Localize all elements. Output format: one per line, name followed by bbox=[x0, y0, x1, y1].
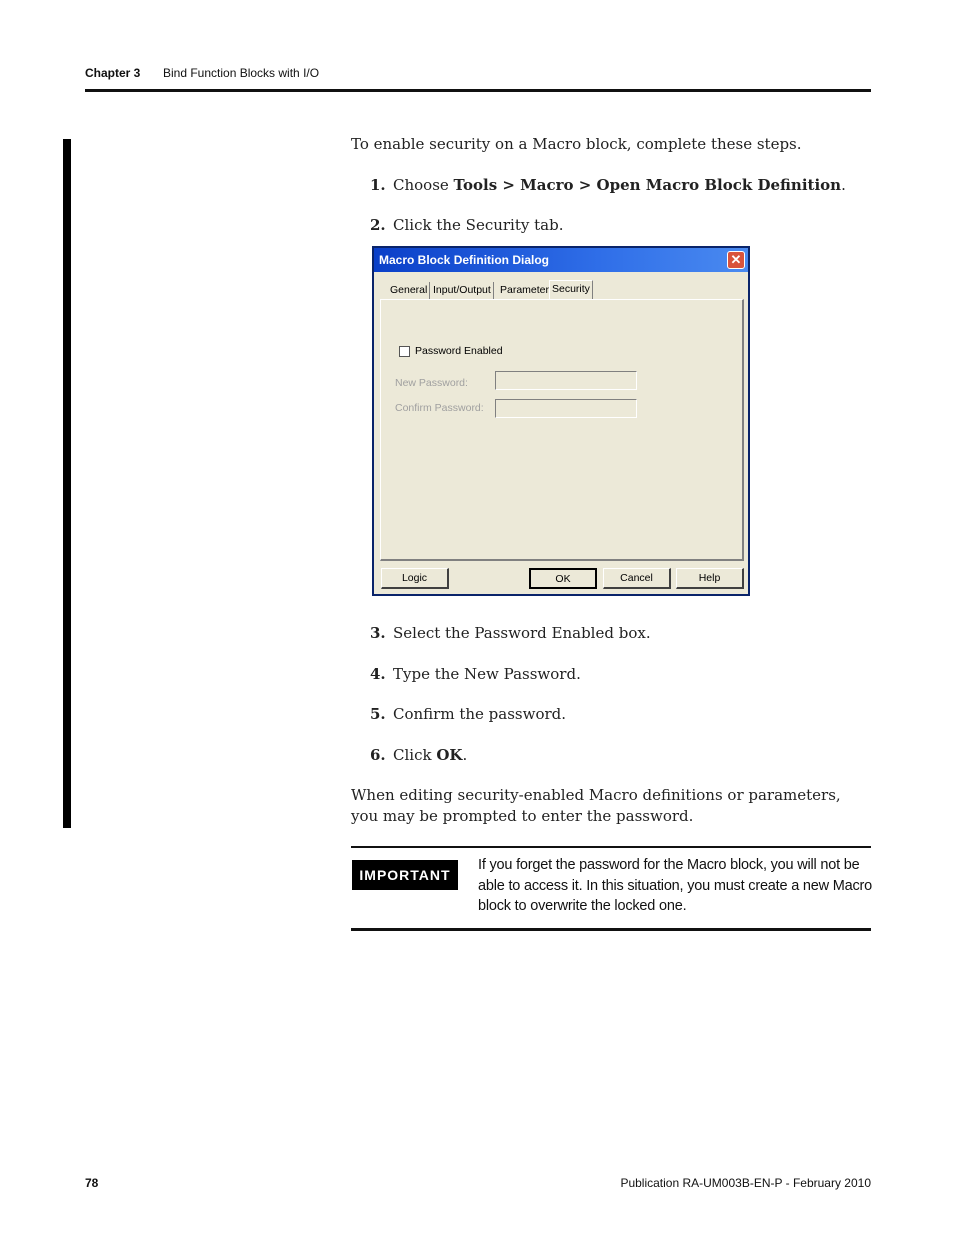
step-text: Type the New Password. bbox=[393, 665, 581, 683]
confirm-password-field[interactable] bbox=[495, 399, 637, 418]
menu-path: Tools > Macro > Open Macro Block Definition bbox=[453, 176, 842, 194]
step-text: Select the Password Enabled box. bbox=[393, 624, 651, 642]
step-number: 6. bbox=[370, 746, 386, 764]
step-number: 5. bbox=[370, 705, 386, 723]
important-badge: IMPORTANT bbox=[352, 860, 458, 890]
chapter-label: Chapter 3 bbox=[85, 66, 141, 80]
step-2 bbox=[370, 215, 563, 236]
dialog-title: Macro Block Definition Dialog bbox=[379, 253, 550, 267]
security-panel bbox=[380, 299, 744, 561]
intro-paragraph: To enable security on a Macro block, complete these steps. bbox=[351, 135, 802, 153]
tab-general[interactable]: General bbox=[388, 282, 430, 299]
closing-paragraph: When editing security-enabled Macro definitions or parameters, you may be prompted to enter the password. bbox=[351, 786, 841, 825]
logic-button[interactable]: Logic bbox=[381, 568, 449, 589]
help-button[interactable]: Help bbox=[676, 568, 744, 589]
step-text-end: . bbox=[462, 746, 468, 764]
confirm-password-label: Confirm Password: bbox=[395, 402, 484, 414]
step-text: Choose bbox=[393, 176, 454, 194]
chapter-title: Bind Function Blocks with I/O bbox=[163, 66, 320, 80]
step-5 bbox=[370, 704, 566, 725]
header-rule bbox=[85, 89, 871, 92]
tab-security[interactable]: Security bbox=[549, 280, 593, 300]
ok-emphasis: OK bbox=[436, 746, 463, 764]
step-6 bbox=[370, 745, 467, 766]
step-number: 2. bbox=[370, 216, 386, 234]
step-1 bbox=[370, 175, 846, 196]
step-number: 4. bbox=[370, 665, 386, 683]
page-number: 78 bbox=[85, 1176, 99, 1190]
cancel-button[interactable]: Cancel bbox=[603, 568, 671, 589]
tab-input-output[interactable]: Input/Output bbox=[431, 282, 494, 299]
password-enabled-checkbox[interactable] bbox=[399, 346, 410, 357]
new-password-field[interactable] bbox=[495, 371, 637, 390]
step-text: Click bbox=[393, 746, 437, 764]
step-number: 1. bbox=[370, 176, 386, 194]
step-text: Confirm the password. bbox=[393, 705, 567, 723]
step-text-end: . bbox=[841, 176, 846, 194]
close-icon[interactable]: ✕ bbox=[727, 251, 745, 269]
step-4 bbox=[370, 664, 581, 685]
publication-info: Publication RA-UM003B-EN-P - February 2010 bbox=[620, 1176, 871, 1190]
dialog-title-bar bbox=[374, 248, 748, 272]
ok-button[interactable]: OK bbox=[529, 568, 597, 589]
new-password-label: New Password: bbox=[395, 377, 468, 389]
tab-parameter[interactable]: Parameter bbox=[498, 282, 552, 299]
step-number: 3. bbox=[370, 624, 386, 642]
password-enabled-label: Password Enabled bbox=[415, 345, 503, 357]
important-text: If you forget the password for the Macro block, you will not be able to access it. In this situation, you must create a new Macro block to overwrite the locked one. bbox=[478, 857, 872, 914]
step-text: Click the Security tab. bbox=[393, 216, 564, 234]
important-top-rule bbox=[351, 846, 871, 848]
step-3 bbox=[370, 623, 651, 644]
important-bottom-rule bbox=[351, 928, 871, 931]
macro-block-definition-dialog bbox=[372, 246, 750, 596]
change-bar bbox=[63, 139, 71, 828]
